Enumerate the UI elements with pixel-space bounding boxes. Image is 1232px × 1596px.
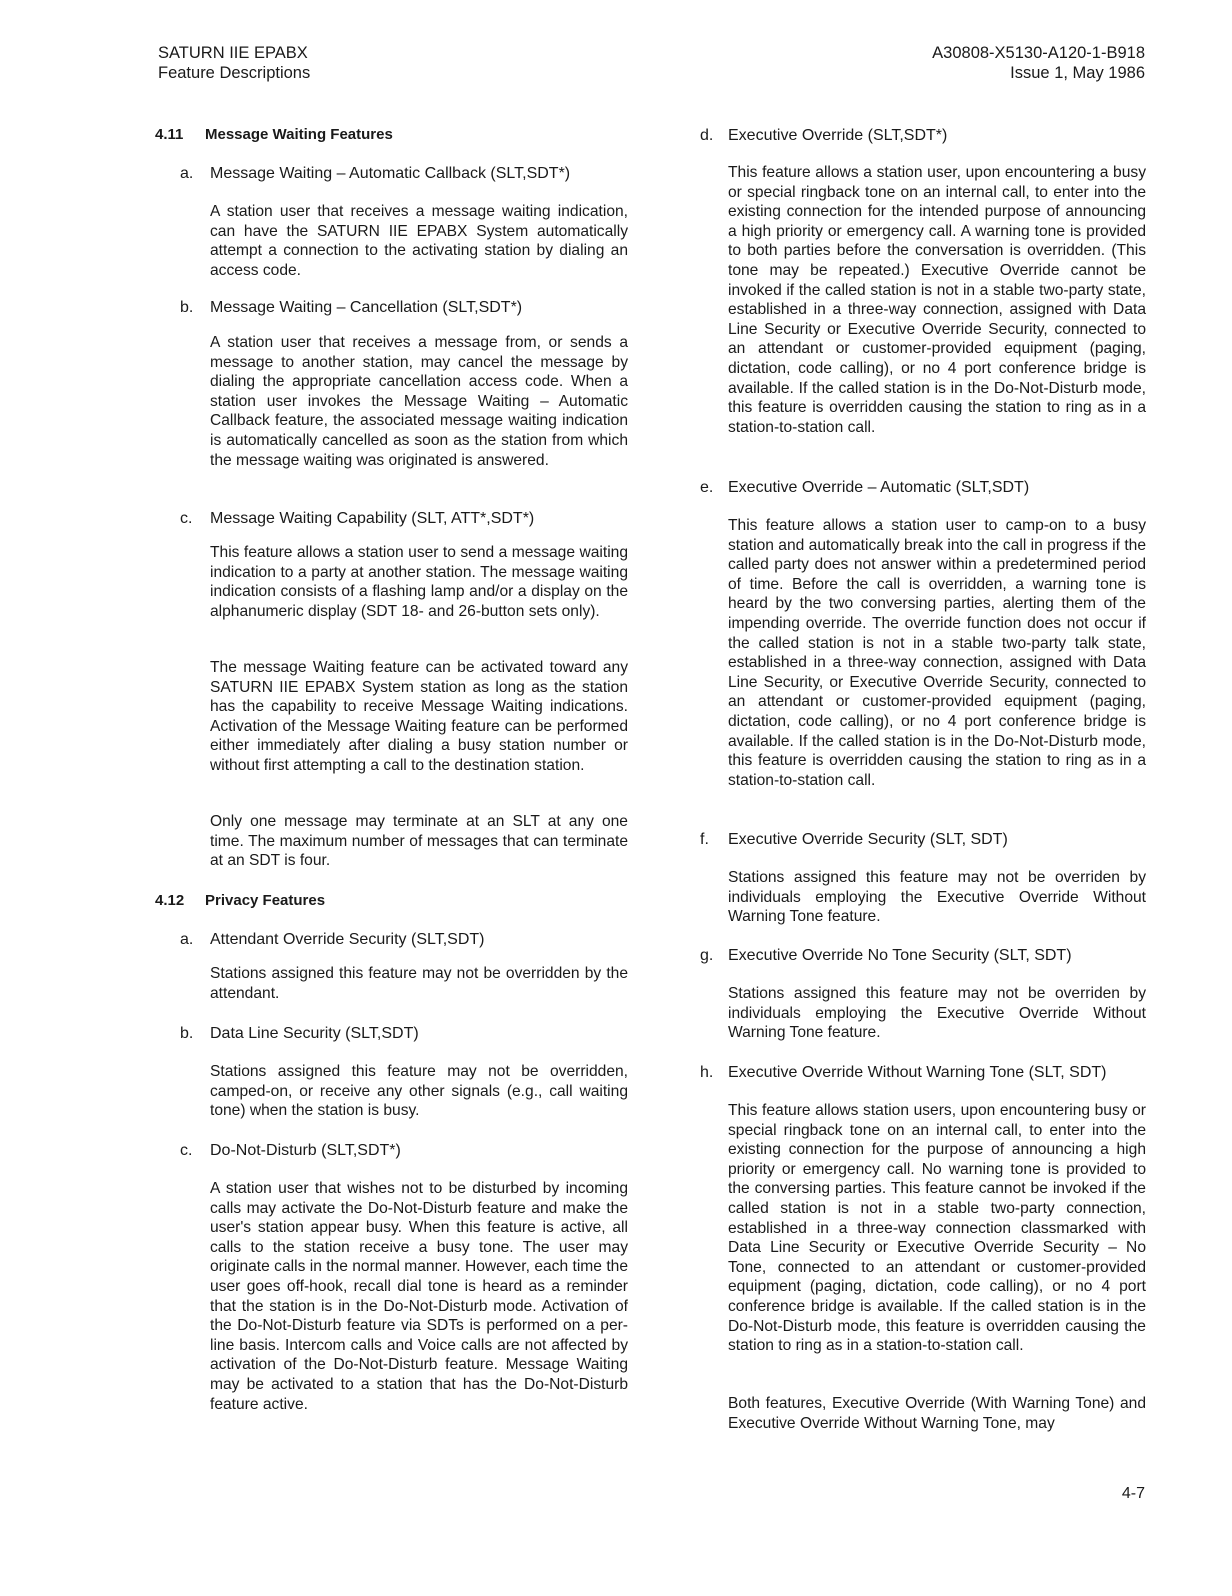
item-title: Executive Override No Tone Security (SLT, SDT)	[728, 947, 1072, 964]
header-right	[932, 43, 1145, 83]
paragraph: This feature allows a station user, upon encountering a busy or special ringback tone on an internal call, to enter into the existing connection for the intended purpose of announcing a high priority or emergency call. A warning tone is provided to both parties before the conversation is overridden. (This tone may be repeated.) Executive Override cannot be invoked if the called station is not in a stable two-party state, established in a three-way connection, assigned with Data Line Security or Executive Override Security, connected to an attendant or customer-provided equipment (paging, dictation, code calling), or no 4 port conference bridge is available. If the called station is in the Do-Not-Disturb mode, this feature is overridden causing the station to ring as in a station-to-station call.	[728, 164, 1146, 436]
section-number: 4.11	[155, 126, 184, 143]
item-letter: a.	[180, 931, 194, 948]
paragraph: The message Waiting feature can be activated toward any SATURN IIE EPABX System station as long as the station has the capability to receive Message Waiting indications. Activation of the Message Waiting feature can be performed either immediately after dialing a busy station number or without first attempting a call to the destination station.	[210, 659, 628, 774]
paragraph: This feature allows a station user to camp-on to a busy station and automatically break into the call in progress if the called party does not answer within a predetermined period of time. Before the call is overridden, a warning tone is heard by the two conversing parties, alerting them of the impending override. The override function does not occur if the called station is not in a stable two-party talk state, established in a three-way connection, assigned with Data Line Security, or Executive Override Security, connected to an attendant or customer-provided equipment (paging, dictation, code calling), or no 4 port conference bridge is available. If the called station is in the Do-Not-Disturb mode, this feature is overridden causing the station to ring as in a station-to-station call.	[728, 517, 1146, 789]
paragraph: This feature allows a station user to send a message waiting indication to a party at another station. The message waiting indication consists of a flashing lamp and/or a display on the alphanumeric display (SDT 18- and 26-button sets only).	[210, 544, 628, 620]
paragraph: This feature allows station users, upon encountering busy or special ringback tone on an internal call, to enter into the existing connection for the purpose of announcing a high priority or emergency call. No warning tone is provided to the conversing parties. This feature cannot be invoked if the called station is not in a stable two-party connection, established in a three-way connection classmarked with Data Line Security or Executive Override Security – No Tone, connected to an attendant or customer-provided equipment (paging, dictation, code calling), or no 4 port conference bridge is available. If the called station is in the Do-Not-Disturb mode, this feature is overridden causing the station to ring as in a station-to-station call.	[728, 1102, 1146, 1355]
section-title: Message Waiting Features	[205, 126, 393, 143]
item-title: Data Line Security (SLT,SDT)	[210, 1025, 419, 1042]
item-title: Do-Not-Disturb (SLT,SDT*)	[210, 1142, 401, 1159]
paragraph: A station user that wishes not to be disturbed by incoming calls may activate the Do-Not-Disturb feature and make the user's station appear busy. When this feature is active, all calls to the station receive a busy tone. The user may originate calls in the normal manner. However, each time the user goes off-hook, recall dial tone is heard as a reminder that the station is in the Do-Not-Disturb mode. Activation of the Do-Not-Disturb feature via SDTs is performed on a per-line basis. Intercom calls and Voice calls are not affected by activation of the Do-Not-Disturb feature. Message Waiting may be activated to a station that has the Do-Not-Disturb feature active.	[210, 1180, 628, 1413]
paragraph: Only one message may terminate at an SLT at any one time. The maximum number of messages that can terminate at an SDT is four.	[210, 813, 628, 870]
item-letter: a.	[180, 165, 194, 182]
item-letter: b.	[180, 1025, 194, 1042]
section-title: Privacy Features	[205, 892, 326, 909]
item-title: Message Waiting – Cancellation (SLT,SDT*)	[210, 299, 523, 316]
header-left	[158, 43, 310, 83]
item-title: Executive Override (SLT,SDT*)	[728, 127, 948, 144]
item-title: Message Waiting Capability (SLT, ATT*,SDT*)	[210, 510, 535, 527]
paragraph: A station user that receives a message waiting indication, can have the SATURN IIE EPABX System automatically attempt a connection to the activating station by dialing an access code.	[210, 203, 628, 279]
item-letter: f.	[700, 831, 709, 848]
paragraph: A station user that receives a message from, or sends a message to another station, may cancel the message by dialing the appropriate cancellation access code. When a station user invokes the Message Waiting – Automatic Callback feature, the associated message waiting indication is automatically cancelled as soon as the station from which the message waiting was originated is answered.	[210, 334, 628, 469]
paragraph: Stations assigned this feature may not be overridden, camped-on, or receive any other signals (e.g., call waiting tone) when the station is busy.	[210, 1063, 628, 1120]
item-title: Message Waiting – Automatic Callback (SLT,SDT*)	[210, 165, 571, 182]
item-letter: c.	[180, 510, 193, 527]
document-subtitle: Feature Descriptions	[158, 64, 311, 82]
document-number: A30808-X5130-A120-1-B918	[932, 44, 1145, 62]
item-title: Attendant Override Security (SLT,SDT)	[210, 931, 485, 948]
document-title: SATURN IIE EPABX	[158, 44, 308, 62]
item-letter: h.	[700, 1064, 714, 1081]
item-letter: c.	[180, 1142, 193, 1159]
item-title: Executive Override – Automatic (SLT,SDT)	[728, 479, 1030, 496]
paragraph: Stations assigned this feature may not be overriden by individuals employing the Executive Override Without Warning Tone feature.	[728, 869, 1146, 926]
page-number: 4-7	[1121, 1485, 1145, 1502]
section-heading-4-11	[155, 126, 393, 143]
issue-date: Issue 1, May 1986	[1010, 64, 1145, 82]
item-title: Executive Override Security (SLT, SDT)	[728, 831, 1008, 848]
item-letter: g.	[700, 947, 714, 964]
item-letter: b.	[180, 299, 194, 316]
item-letter: d.	[700, 127, 714, 144]
section-heading-4-12	[155, 892, 325, 909]
section-number: 4.12	[155, 892, 185, 909]
item-title: Executive Override Without Warning Tone (SLT, SDT)	[728, 1064, 1107, 1081]
paragraph: Stations assigned this feature may not be overriden by individuals employing the Executive Override Without Warning Tone feature.	[728, 985, 1146, 1042]
paragraph: Both features, Executive Override (With Warning Tone) and Executive Override Without Warning Tone, may	[728, 1395, 1146, 1432]
item-letter: e.	[700, 479, 714, 496]
paragraph: Stations assigned this feature may not be overridden by the attendant.	[210, 965, 628, 1002]
